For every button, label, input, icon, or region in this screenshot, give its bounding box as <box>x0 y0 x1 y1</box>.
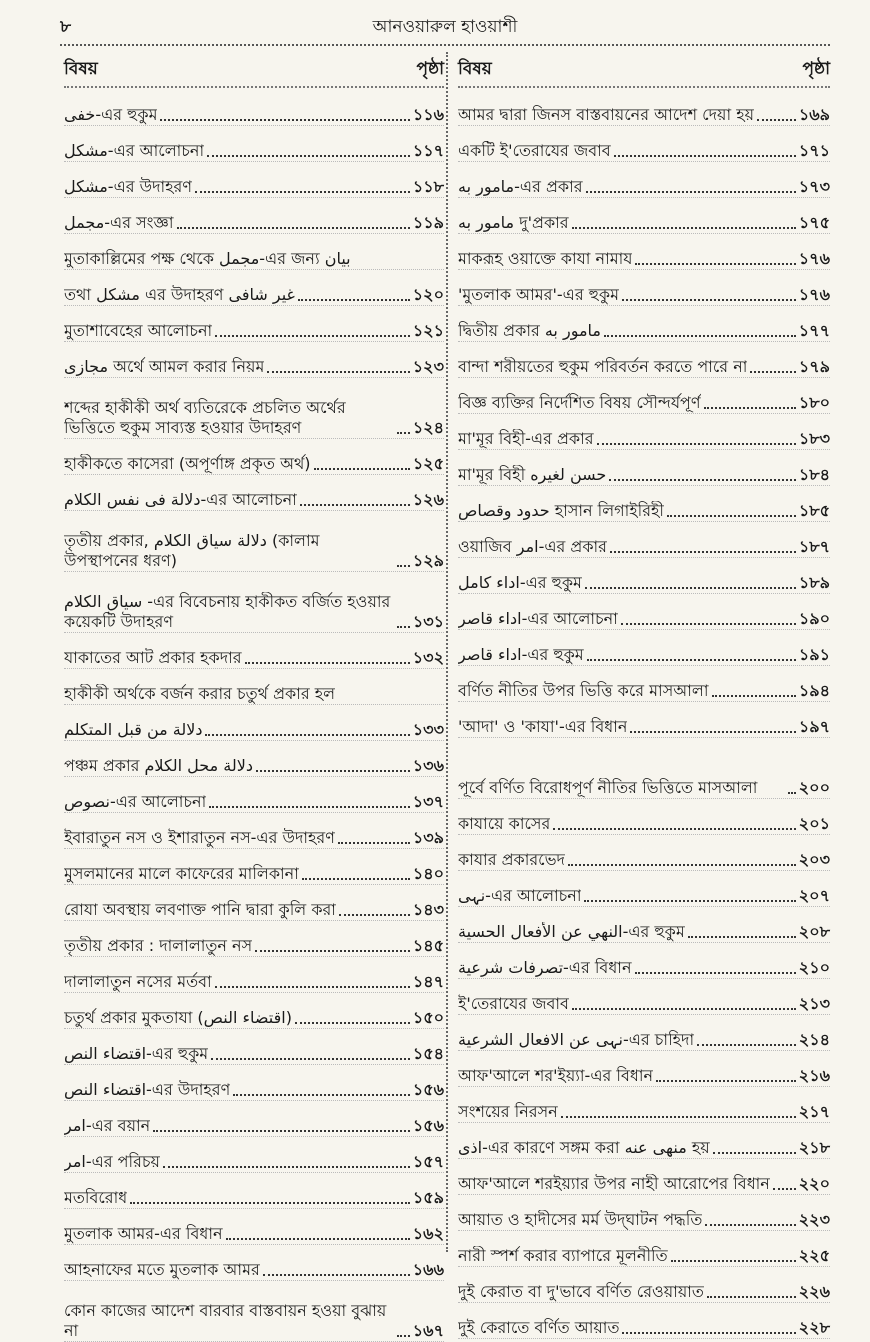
toc-entry-title: পূর্বে বর্ণিত বিরোধপূর্ণ নীতির ভিত্তিতে মাসআলা <box>458 778 758 797</box>
toc-entry <box>458 522 830 558</box>
toc-entry <box>64 849 444 885</box>
toc-entry-title: সংশয়ের নিরসন <box>458 1102 558 1121</box>
toc-entry <box>458 234 830 270</box>
toc-entry-page: ১৫৪ <box>412 1044 444 1063</box>
dot-leader <box>584 900 795 902</box>
toc-entry <box>64 993 444 1029</box>
toc-entry <box>64 921 444 957</box>
toc-entry-title: اداء قاصر-এর আলোচনা <box>458 609 618 628</box>
dot-leader <box>697 1044 796 1046</box>
page-heading: পৃষ্ঠা <box>802 59 830 79</box>
dot-leader <box>215 986 410 988</box>
toc-entry-page: ১৩৯ <box>412 828 444 847</box>
dot-leader <box>205 734 409 736</box>
toc-entry-page: ২১৮ <box>798 1138 830 1157</box>
toc-entry-title: মুতাকাল্লিমের পক্ষ থেকে مجمل-এর জন্য بیان <box>64 249 351 268</box>
toc-entry-page: ১৮৭ <box>798 537 830 556</box>
dot-leader <box>705 1224 795 1226</box>
toc-entry-title: اداء کامل-এর হুকুম <box>458 573 582 592</box>
toc-entry-title: কাযার প্রকারভেদ <box>458 850 565 869</box>
toc-entry <box>458 486 830 522</box>
toc-entry-page: ১৫৭ <box>412 1152 444 1171</box>
toc-entry-title: চতুর্থ প্রকার মুকতাযা (اقتضاء النص) <box>64 1008 292 1027</box>
dot-leader <box>568 864 796 866</box>
toc-entry-title: মুতলাক আমর-এর বিধান <box>64 1224 223 1243</box>
dot-leader <box>704 407 796 409</box>
toc-entry-title: اقتضاء النص-এর উদাহরণ <box>64 1080 231 1099</box>
dot-leader <box>267 371 409 373</box>
toc-entry-title: হাকীকী অর্থকে বর্জন করার চতুর্থ প্রকার হল <box>64 684 336 703</box>
toc-entry-page: ১৩২ <box>412 648 444 667</box>
toc-column-right <box>458 56 830 1339</box>
toc-entry <box>64 777 444 813</box>
toc-entry-page: ১৮০ <box>798 393 830 412</box>
toc-entry-title: 'মুতলাক আমর'-এর হুকুম <box>458 285 620 304</box>
toc-entry-title: مامور به দু'প্রকার <box>458 213 569 232</box>
toc-column-left <box>64 56 444 1342</box>
dot-leader <box>621 623 796 625</box>
dot-leader <box>215 335 410 337</box>
toc-entry <box>458 907 830 943</box>
toc-entry-page: ১৬৬ <box>412 1260 444 1279</box>
toc-entry <box>458 1303 830 1339</box>
toc-entry-page: ১৭৯ <box>798 357 830 376</box>
dot-leader <box>207 155 410 157</box>
dot-leader <box>339 914 410 916</box>
dot-leader <box>671 1260 796 1262</box>
toc-entry-title: اذى-এর কারণে সঙ্গম করা منهى عنه হয় <box>458 1138 710 1157</box>
dot-leader <box>553 828 796 830</box>
toc-entry <box>64 162 444 198</box>
dot-leader <box>397 565 410 567</box>
toc-entry-page: ২২৮ <box>798 1318 830 1337</box>
toc-entry-page: ২০৮ <box>798 922 830 941</box>
dot-leader <box>750 371 795 373</box>
dot-leader <box>635 972 796 974</box>
toc-entry-page: ২১৭ <box>798 1102 830 1121</box>
dot-leader <box>572 227 796 229</box>
toc-entry <box>64 1101 444 1137</box>
toc-entry <box>64 885 444 921</box>
toc-entry <box>458 738 830 799</box>
dot-leader <box>397 432 410 434</box>
toc-entry-title: দুই কেরাতে বর্ণিত আয়াত <box>458 1318 620 1337</box>
toc-entry <box>458 270 830 306</box>
toc-entry-page: ১৬৯ <box>798 105 830 124</box>
toc-entry-page: ১১৭ <box>412 141 444 160</box>
toc-entry <box>458 702 830 738</box>
toc-entry-title: একটি ই'তেরাযের জবাব <box>458 141 611 160</box>
dot-leader <box>177 227 410 229</box>
toc-entry <box>64 1029 444 1065</box>
toc-entry-page: ১৭৩ <box>798 177 830 196</box>
dot-leader <box>712 695 796 697</box>
toc-entry <box>458 198 830 234</box>
toc-entry-title: বর্ণিত নীতির উপর ভিত্তি করে মাসআলা <box>458 681 709 700</box>
toc-entry-title: خفی-এর হুকুম <box>64 105 158 124</box>
toc-entry-page: ১৫৬ <box>412 1116 444 1135</box>
dot-leader <box>757 119 796 121</box>
toc-entry-title: মা'মূর বিহী-এর প্রকার <box>458 429 594 448</box>
toc-entry-title: বান্দা শরীয়তের হুকুম পরিবর্তন করতে পারে না <box>458 357 748 376</box>
toc-entry-title: دلالة من قبل المتکلم <box>64 720 203 739</box>
toc-entry-page: ১৯১ <box>798 645 830 664</box>
dot-leader <box>604 335 796 337</box>
dot-leader <box>153 1130 410 1132</box>
toc-entry <box>458 162 830 198</box>
toc-entry-title: اداء قاصر-এর হুকুম <box>458 645 584 664</box>
toc-entry <box>458 871 830 907</box>
toc-entry-title: মা'মূর বিহী حسن لغيره <box>458 465 607 484</box>
dot-leader <box>630 731 795 733</box>
toc-entry-title: রোযা অবস্থায় লবণাক্ত পানি দ্বারা কুলি করা <box>64 900 336 919</box>
toc-entry <box>458 306 830 342</box>
dot-leader <box>245 662 410 664</box>
toc-entry-page: ১৯৭ <box>798 717 830 736</box>
toc-entry-title: নারী স্পর্শ করার ব্যাপারে মূলনীতি <box>458 1246 668 1265</box>
dot-leader <box>713 1152 796 1154</box>
toc-entry-page: ১২৯ <box>412 551 444 570</box>
toc-entry-title: نصوص-এর আলোচনা <box>64 792 207 811</box>
toc-entry-page: ১৩৬ <box>412 756 444 775</box>
toc-entry-title: আফ'আলে শরইয়্যার উপর নাহী আরোপের বিধান <box>458 1174 770 1193</box>
subject-heading: বিষয় <box>458 59 492 79</box>
toc-entry-page: ১২০ <box>412 285 444 304</box>
toc-entry <box>64 1209 444 1245</box>
toc-entry-page: ১৩১ <box>412 612 444 631</box>
toc-entry <box>64 511 444 572</box>
toc-entry-page: ২০৭ <box>798 886 830 905</box>
toc-entry-page: ২২৬ <box>798 1282 830 1301</box>
toc-entry-page: ২০৩ <box>798 850 830 869</box>
toc-entry <box>458 1231 830 1267</box>
toc-entry <box>64 270 444 306</box>
toc-entry-page: ১৭৬ <box>798 285 830 304</box>
dot-leader <box>707 1296 796 1298</box>
toc-entry-page: ১১৮ <box>412 177 444 196</box>
subject-heading: বিষয় <box>64 59 98 79</box>
toc-entry-title: মুতাশাবেহের আলোচনা <box>64 321 213 340</box>
toc-entry <box>458 1087 830 1123</box>
toc-entry <box>458 450 830 486</box>
toc-entry-title: কাযায়ে কাসের <box>458 814 551 833</box>
toc-entry <box>64 306 444 342</box>
dot-leader <box>597 443 796 445</box>
toc-entry-page: ১৮৩ <box>798 429 830 448</box>
toc-entry-title: ওয়াজিব امر-এর প্রকার <box>458 537 607 556</box>
toc-entry-title: دلالة فی نفس الکلام-এর আলোচনা <box>64 490 297 509</box>
toc-entry <box>64 705 444 741</box>
toc-entry <box>64 813 444 849</box>
toc-entry-title: حدود وقصاص হাসান লিগাইরিহী <box>458 501 664 520</box>
dot-leader <box>586 191 796 193</box>
toc-entry-title: মাকরূহ ওয়াক্তে কাযা নামায <box>458 249 633 268</box>
dot-leader <box>211 1058 410 1060</box>
dot-leader <box>610 551 796 553</box>
toc-entry <box>64 234 444 270</box>
dot-leader <box>163 1166 410 1168</box>
toc-entry-page: ২০১ <box>798 814 830 833</box>
toc-entry-page: ২০০ <box>798 778 830 797</box>
toc-entry-title: نہی-এর আলোচনা <box>458 886 582 905</box>
dot-leader <box>656 1080 796 1082</box>
toc-entry-title: তৃতীয় প্রকার : দালালাতুন নস <box>64 936 253 955</box>
toc-entry <box>458 943 830 979</box>
dot-leader <box>622 299 796 301</box>
toc-entry-title: আয়াত ও হাদীসের মর্ম উদ্‌ঘাটন পদ্ধতি <box>458 1210 703 1229</box>
dot-leader <box>233 1094 410 1096</box>
toc-entry-page: ১২৩ <box>412 357 444 376</box>
toc-entry-page: ১৭৭ <box>798 321 830 340</box>
toc-entry-page: ১১৯ <box>412 213 444 232</box>
toc-entry-page: ১৯৪ <box>798 681 830 700</box>
dot-leader <box>614 155 796 157</box>
toc-entry <box>458 979 830 1015</box>
dot-leader <box>130 1202 410 1204</box>
dot-leader <box>256 770 410 772</box>
dot-leader <box>561 1116 796 1118</box>
page-header <box>60 14 830 40</box>
toc-entry-page: ১৭৫ <box>798 213 830 232</box>
toc-entry-page: ১২৪ <box>412 418 444 437</box>
dot-leader <box>338 842 410 844</box>
toc-entry-page: ১২৬ <box>412 490 444 509</box>
dot-leader <box>195 191 410 193</box>
toc-entry-page: ১৩৭ <box>412 792 444 811</box>
toc-entry <box>64 741 444 777</box>
toc-entry <box>64 90 444 126</box>
toc-entry-title: نہی عن الافعال الشرعیة-এর চাহিদা <box>458 1030 695 1049</box>
toc-entry-page: ১৭৬ <box>798 249 830 268</box>
toc-entry <box>64 1137 444 1173</box>
toc-entry <box>458 378 830 414</box>
toc-entry <box>64 572 444 633</box>
toc-entry-title: শব্দের হাকীকী অর্থ ব্যতিরেকে প্রচলিত অর্থের ভিত্তিতে হুকুম সাব্যস্ত হওয়ার উদাহরণ <box>64 398 346 437</box>
toc-entry-title: مامور به-এর প্রকার <box>458 177 583 196</box>
toc-entry-title: ইবারাতুন নস ও ইশারাতুন নস-এর উদাহরণ <box>64 828 335 847</box>
toc-entry-page: ১৮৪ <box>798 465 830 484</box>
toc-entry-page: ২১৬ <box>798 1066 830 1085</box>
dot-leader <box>572 1008 796 1010</box>
toc-entry-title: বিজ্ঞ ব্যক্তির নির্দেশিত বিষয় সৌন্দর্যপূর্ণ <box>458 393 701 412</box>
dot-leader <box>622 1332 795 1334</box>
toc-entry-page: ১৩৩ <box>412 720 444 739</box>
toc-entry <box>458 342 830 378</box>
toc-entry <box>64 1065 444 1101</box>
dot-leader <box>300 504 410 506</box>
toc-list-left <box>64 90 444 1342</box>
toc-entry-title: مشکل-এর উদাহরণ <box>64 177 193 196</box>
toc-entry <box>64 1245 444 1281</box>
toc-entry <box>64 198 444 234</box>
toc-entry <box>64 126 444 162</box>
dot-leader <box>226 1238 410 1240</box>
toc-entry-title: سیاق الکلام -এর বিবেচনায় হাকীকত বর্জিত হওয়ার কয়েকটি উদাহরণ <box>64 592 391 631</box>
toc-entry-title: النهي عن الأفعال الحسية-এর হুকুম <box>458 922 685 941</box>
toc-entry-page: ২১০ <box>798 958 830 977</box>
toc-entry-title: আহনাফের মতে মুতলাক আমর <box>64 1260 260 1279</box>
column-header <box>458 56 830 88</box>
toc-entry <box>64 342 444 378</box>
toc-entry-page: ২২০ <box>798 1174 830 1193</box>
toc-entry-page: ১৫০ <box>412 1008 444 1027</box>
dot-leader <box>609 479 796 481</box>
toc-entry-title: আফ'আলে শর'ইয়্যা-এর বিধান <box>458 1066 654 1085</box>
toc-entry-page: ১৭১ <box>798 141 830 160</box>
toc-entry-title: مجازی অর্থে আমল করার নিয়ম <box>64 357 265 376</box>
dot-leader <box>688 936 796 938</box>
toc-entry <box>458 799 830 835</box>
toc-entry <box>64 475 444 511</box>
toc-entry-page: ১৫৬ <box>412 1080 444 1099</box>
toc-entry <box>64 439 444 475</box>
toc-entry-title: 'আদা' ও 'কাযা'-এর বিধান <box>458 717 628 736</box>
toc-entry <box>458 1195 830 1231</box>
dot-leader <box>788 792 796 794</box>
toc-entry-page: ১৯০ <box>798 609 830 628</box>
toc-entry <box>458 594 830 630</box>
toc-entry <box>458 558 830 594</box>
toc-entry-page: ১৪৭ <box>412 972 444 991</box>
running-title: আনওয়ারুল হাওয়াশী <box>372 17 518 37</box>
dot-leader <box>635 263 795 265</box>
toc-entry-page: ১৮৯ <box>798 573 830 592</box>
toc-entry <box>64 633 444 669</box>
toc-entry <box>64 1281 444 1342</box>
toc-entry-page: ২১৪ <box>798 1030 830 1049</box>
toc-entry-title: মতবিরোধ <box>64 1188 128 1207</box>
toc-entry <box>458 666 830 702</box>
toc-entry-title: যাকাতের আট প্রকার হকদার <box>64 648 242 667</box>
toc-entry-title: مجمل-এর সংজ্ঞা <box>64 213 174 232</box>
header-rule <box>60 44 830 46</box>
toc-entry <box>64 957 444 993</box>
toc-entry-title: আমর দ্বারা জিনস বাস্তবায়নের আদেশ দেয়া হয় <box>458 105 755 124</box>
toc-entry-page: ১৮৫ <box>798 501 830 520</box>
toc-entry <box>458 1015 830 1051</box>
dot-leader <box>585 587 796 589</box>
dot-leader <box>160 119 409 121</box>
dot-leader <box>255 950 410 952</box>
toc-entry-title: তৃতীয় প্রকার, دلالة سیاق الکلام (কালাম উপস্থাপনের ধরণ) <box>64 531 320 570</box>
toc-entry-page: ১৪৫ <box>412 936 444 955</box>
toc-entry <box>458 835 830 871</box>
toc-entry-title: تصرفات شرعية-এর বিধান <box>458 958 632 977</box>
dot-leader <box>667 515 796 517</box>
toc-entry-title: দুই কেরাত বা দু'ভাবে বর্ণিত রেওয়ায়াত <box>458 1282 704 1301</box>
toc-entry-page: ১৫৯ <box>412 1188 444 1207</box>
toc-entry-title: হাকীকতে কাসেরা (অপূর্ণাঙ্গ প্রকৃত অর্থ) <box>64 454 311 473</box>
toc-entry <box>458 414 830 450</box>
toc-entry-title: দালালাতুন নসের মর্তবা <box>64 972 212 991</box>
dot-leader <box>302 878 410 880</box>
dot-leader <box>587 659 796 661</box>
toc-entry-page: ১২১ <box>412 321 444 340</box>
toc-entry <box>458 90 830 126</box>
toc-entry-page: ১৬২ <box>412 1224 444 1243</box>
dot-leader <box>314 468 410 470</box>
toc-entry-title: কোন কাজের আদেশ বারবার বাস্তবায়ন হওয়া বুঝায় না <box>64 1301 387 1340</box>
toc-entry-page: ১৪৩ <box>412 900 444 919</box>
toc-entry <box>458 126 830 162</box>
toc-entry-page: ২২৫ <box>798 1246 830 1265</box>
dot-leader <box>773 1188 796 1190</box>
toc-entry-title: ই'তেরাযের জবাব <box>458 994 569 1013</box>
dot-leader <box>397 1335 410 1337</box>
toc-entry-title: মুসলমানের মালে কাফেরের মালিকানা <box>64 864 299 883</box>
dot-leader <box>295 1022 410 1024</box>
toc-entry <box>458 1051 830 1087</box>
toc-entry-title: امر-এর বয়ান <box>64 1116 151 1135</box>
toc-entry-page: ১৪০ <box>412 864 444 883</box>
toc-entry-title: তথা مشکل এর উদাহরণ غیر شافی <box>64 285 295 304</box>
page-number: ৮ <box>60 17 72 37</box>
dot-leader <box>397 626 410 628</box>
toc-entry-title: দ্বিতীয় প্রকার مامور به <box>458 321 601 340</box>
dot-leader <box>209 806 410 808</box>
toc-entry-page: ২১৩ <box>798 994 830 1013</box>
toc-entry-page: ১৬৭ <box>412 1321 444 1340</box>
toc-entry-title: اقتضاء النص-এর হুকুম <box>64 1044 209 1063</box>
toc-entry <box>458 1123 830 1159</box>
toc-list-right <box>458 90 830 1339</box>
toc-entry <box>458 1267 830 1303</box>
toc-entry-page: ২২৩ <box>798 1210 830 1229</box>
toc-entry <box>64 1173 444 1209</box>
toc-entry-title: امر-এর পরিচয় <box>64 1152 160 1171</box>
toc-entry <box>458 630 830 666</box>
toc-entry <box>64 669 444 705</box>
column-header <box>64 56 444 88</box>
dot-leader <box>263 1274 410 1276</box>
toc-entry-title: مشکل-এর আলোচনা <box>64 141 205 160</box>
toc-entry-title: পঞ্চম প্রকার دلالة محل الکلام <box>64 756 253 775</box>
column-divider <box>446 52 448 1252</box>
toc-entry-page: ১১৬ <box>412 105 444 124</box>
page-heading: পৃষ্ঠা <box>416 59 444 79</box>
dot-leader <box>298 299 410 301</box>
toc-entry-page: ১২৫ <box>412 454 444 473</box>
toc-entry <box>64 378 444 439</box>
toc-entry <box>458 1159 830 1195</box>
